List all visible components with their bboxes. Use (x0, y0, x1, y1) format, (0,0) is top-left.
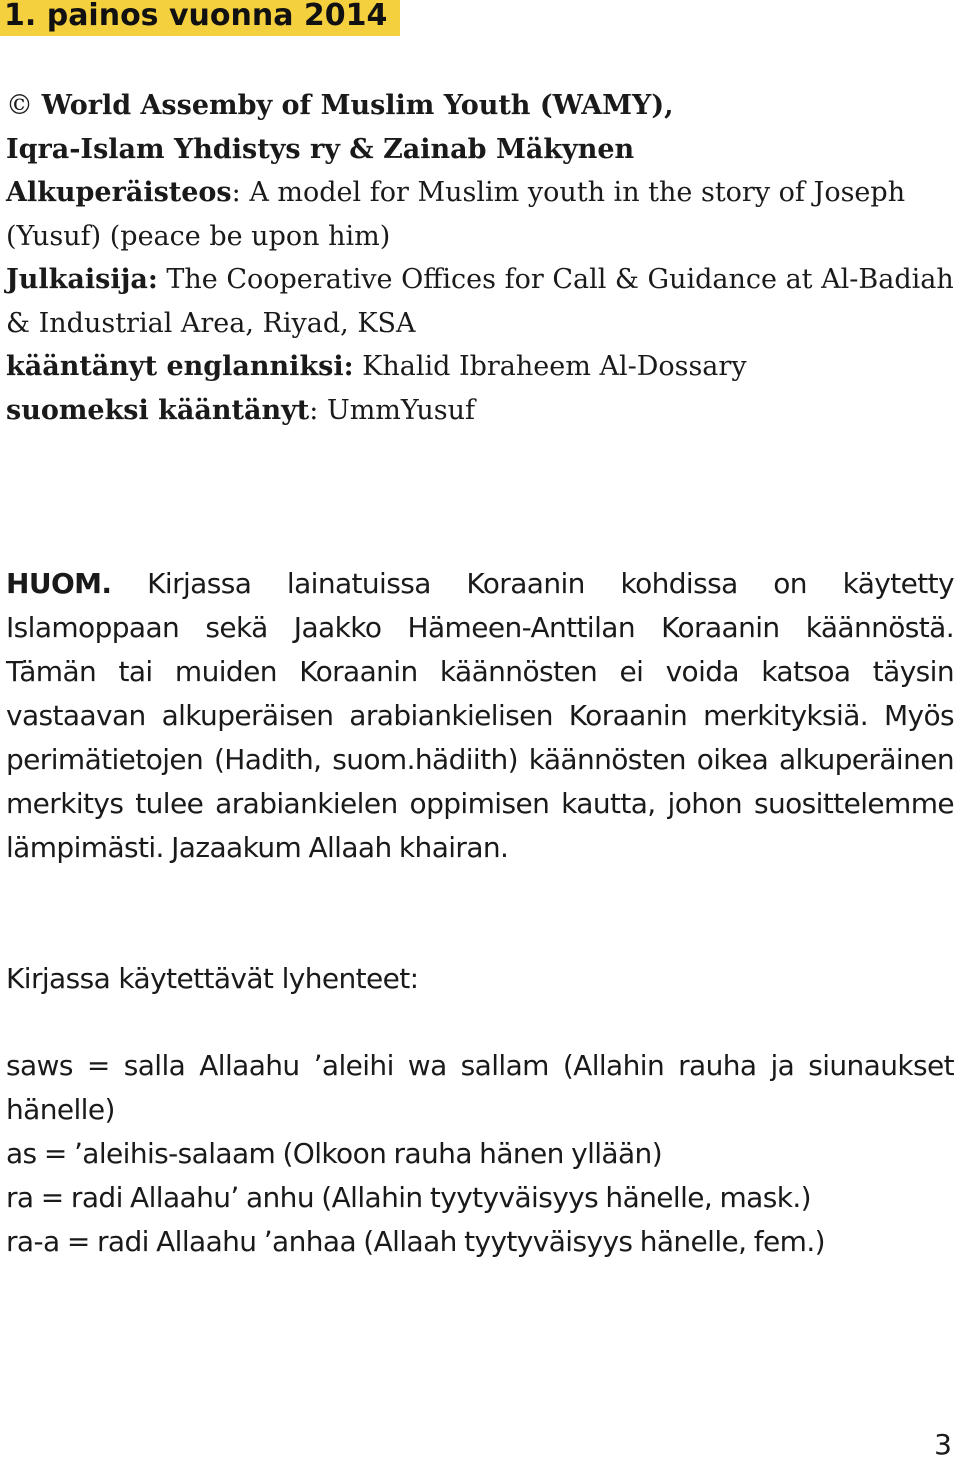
detail-original-work (6, 171, 956, 258)
detail-value: The Cooperative Offices for Call & Guidance at Al-Badiah & Industrial Area, Riyad, KSA (6, 264, 954, 339)
detail-value: UmmYusuf (318, 394, 476, 426)
abbreviation-as: as = ʼaleihis-salaam (Olkoon rauha hänen yllään) (6, 1137, 663, 1170)
detail-separator: : (309, 394, 319, 426)
detail-value: Khalid Ibraheem Al-Dossary (353, 351, 747, 382)
detail-label: Julkaisija: (6, 264, 158, 295)
copyright-symbol: © (6, 90, 33, 121)
page-number: 3 (934, 1428, 952, 1461)
translation-note (6, 562, 954, 870)
detail-separator: : (231, 177, 241, 208)
detail-finnish-translator (6, 389, 956, 433)
copyright-holders-2: Iqra-Islam Yhdistys ry & Zainab Mäkynen (6, 133, 635, 165)
copyright-line-2 (6, 128, 956, 172)
abbreviations-heading: Kirjassa käytettävät lyhenteet: (6, 962, 419, 995)
copyright-holders-1: World Assemby of Muslim Youth (WAMY), (41, 90, 674, 121)
note-text: Kirjassa lainatuissa Koraanin kohdissa on käytetty Islamoppaan sekä Jaakko Hämeen-Anttilan Koraanin käännöstä. Tämän tai muiden Koraanin käännösten ei voida katsoa täysin vastaavan alkuperäisen arabiankielisen Koraanin merkityksiä. Myös perimätietojen (Hadith, suom.hädiith) käännösten oikea alkuperäinen merkitys tulee arabiankielen oppimisen kautta, johon suosittelemme lämpimästi. Jazaakum Allaah khairan. (6, 567, 954, 864)
abbreviation-saws: saws = salla Allaahu ʼaleihi wa sallam (Allahin rauha ja siunaukset hänelle) (6, 1049, 954, 1126)
copyright-block (6, 84, 956, 432)
copyright-line-1 (6, 84, 956, 128)
detail-publisher (6, 258, 956, 345)
detail-label: suomeksi kääntänyt (6, 394, 310, 426)
abbreviation-ra: ra = radi Allaahuʼ anhu (Allahin tyytyväisyys hänelle, mask.) (6, 1181, 811, 1214)
detail-label: kääntänyt englanniksi: (6, 351, 354, 382)
detail-label: Alkuperäisteos (6, 177, 232, 208)
abbreviations-list (6, 1044, 954, 1264)
abbreviation-ra-a: ra-a = radi Allaahu ʼanhaa (Allaah tyytyväisyys hänelle, fem.) (6, 1225, 825, 1258)
detail-english-translator (6, 345, 956, 389)
edition-line: 1. painos vuonna 2014 (0, 0, 400, 36)
detail-value: A model for Muslim youth in the story of Joseph (Yusuf) (peace be upon him) (6, 177, 906, 252)
note-label: HUOM. (6, 567, 112, 600)
